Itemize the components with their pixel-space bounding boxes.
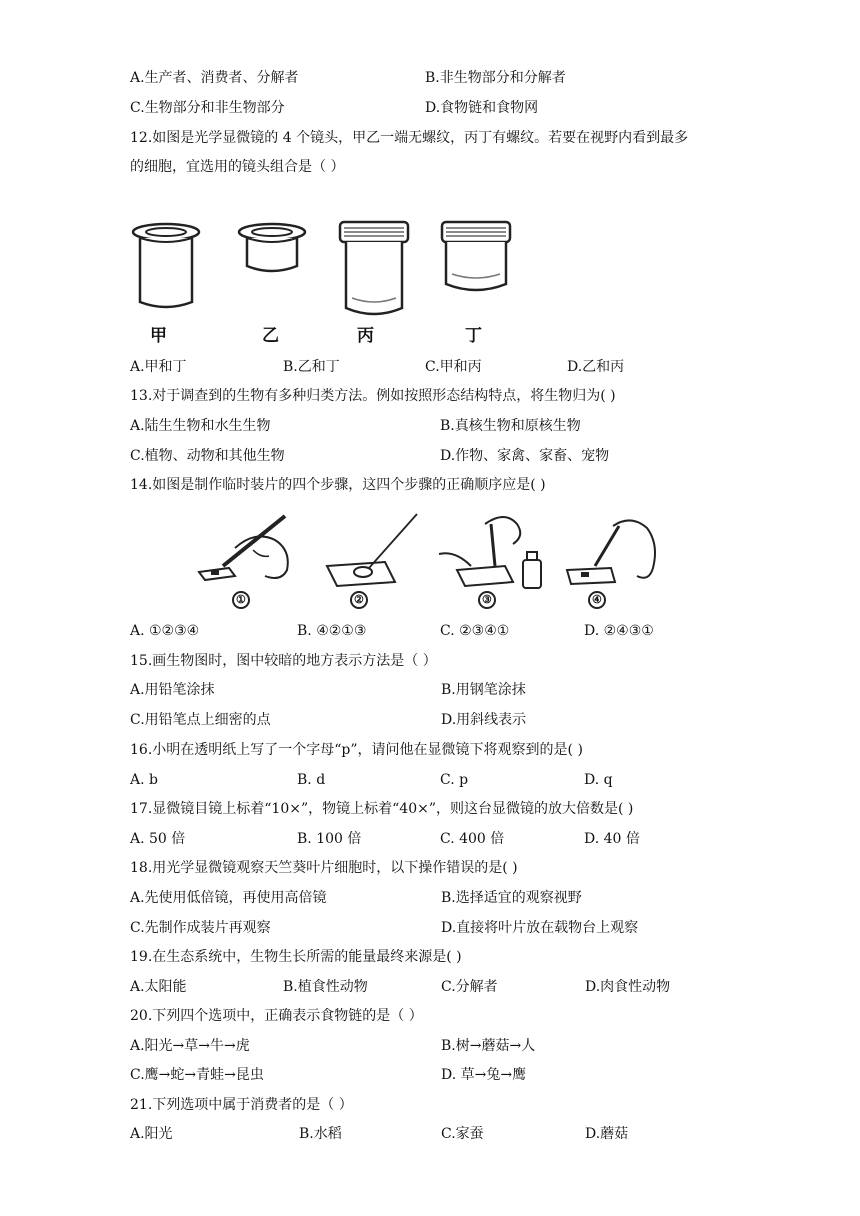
q11-option-d: D.食物链和食物网 [425,100,539,116]
slide-preparation-steps-figure [195,510,675,610]
q12-option-c: C.甲和丙 [425,359,482,375]
q12-option-d: D.乙和丙 [567,359,625,375]
q19-option-a: A.太阳能 [130,979,187,995]
q19-option-d: D.肉食性动物 [585,979,671,995]
step-label-1: ① [236,593,246,606]
q17-option-c: C. 400 倍 [440,831,505,847]
q19-option-b: B.植食性动物 [283,979,368,995]
q14-stem: 14.如图是制作临时装片的四个步骤，这四个步骤的正确顺序应是( ) [130,477,546,493]
lens-ding-icon [442,222,510,290]
q21-option-b: B.水稻 [299,1126,342,1142]
q18-stem: 18.用光学显微镜观察天竺葵叶片细胞时，以下操作错误的是( ) [130,860,518,876]
q13-option-a: A.陆生生物和水生生物 [130,418,271,434]
q12-option-b: B.乙和丁 [283,359,340,375]
lens-yi-icon [239,224,305,271]
q13-stem: 13.对于调查到的生物有多种归类方法。例如按照形态结构特点，将生物归为( ) [130,388,616,404]
q17-option-b: B. 100 倍 [297,831,362,847]
q16-stem: 16.小明在透明纸上写了一个字母“p”，请问他在显微镜下将观察到的是( ) [130,742,583,758]
q14-option-b: B. ④②①③ [297,623,367,639]
step1-dropper-icon [199,516,288,580]
q11-option-b: B.非生物部分和分解者 [425,70,566,86]
lens-label-jia: 甲 [150,326,167,346]
step-label-2: ② [354,593,364,606]
q19-stem: 19.在生态系统中，生物生长所需的能量最终来源是( ) [130,949,462,965]
q12-option-a: A.甲和丁 [130,359,187,375]
step2-needle-icon [327,514,417,586]
q16-option-b: B. d [297,772,326,788]
q20-option-d: D. 草→兔→鹰 [441,1067,527,1083]
step-label-3: ③ [482,593,492,606]
q13-option-b: B.真核生物和原核生物 [440,418,581,434]
lens-label-ding: 丁 [465,326,482,346]
q20-option-a: A.阳光→草→牛→虎 [130,1038,250,1054]
q18-option-c: C.先制作成装片再观察 [130,920,271,936]
q20-option-b: B.树→蘑菇→人 [441,1038,536,1054]
q15-option-d: D.用斜线表示 [441,712,527,728]
q15-option-b: B.用钢笔涂抹 [441,682,526,698]
q11-option-a: A.生产者、消费者、分解者 [130,70,299,86]
step3-coverslip-bottle-icon [439,517,541,588]
q11-option-c: C.生物部分和非生物部分 [130,100,285,116]
q12-stem-line2: 的细胞，宜选用的镜头组合是（ ） [130,159,345,175]
q21-option-c: C.家蚕 [441,1126,484,1142]
q16-option-c: C. p [440,772,469,788]
q14-option-c: C. ②③④① [440,623,510,639]
q18-option-b: B.选择适宜的观察视野 [441,890,582,906]
q17-option-a: A. 50 倍 [130,831,186,847]
q14-option-a: A. ①②③④ [130,623,200,639]
q16-option-a: A. b [130,772,158,788]
step4-dropper-icon [567,520,655,584]
q17-stem: 17.显微镜目镜上标着“10×”，物镜上标着“40×”，则这台显微镜的放大倍数是( ) [130,801,634,817]
lens-bing-icon [340,222,408,314]
q21-option-d: D.蘑菇 [585,1126,629,1142]
q21-option-a: A.阳光 [130,1126,173,1142]
q13-option-c: C.植物、动物和其他生物 [130,448,285,464]
q13-option-d: D.作物、家禽、家畜、宠物 [440,448,610,464]
step-label-4: ④ [592,593,602,606]
q18-option-d: D.直接将叶片放在载物台上观察 [441,920,639,936]
q14-option-d: D. ②④③① [584,623,654,639]
q17-option-d: D. 40 倍 [584,831,640,847]
q12-stem-line1: 12.如图是光学显微镜的 4 个镜头，甲乙一端无螺纹，丙丁有螺纹。若要在视野内看到最多 [130,130,689,146]
q15-option-a: A.用铅笔涂抹 [130,682,215,698]
lens-label-bing: 丙 [357,326,374,346]
q20-option-c: C.鹰→蛇→青蛙→昆虫 [130,1067,264,1083]
q15-stem: 15.画生物图时，图中较暗的地方表示方法是（ ） [130,653,437,669]
q16-option-d: D. q [584,772,613,788]
q19-option-c: C.分解者 [441,979,498,995]
q21-stem: 21.下列选项中属于消费者的是（ ） [130,1097,353,1113]
q15-option-c: C.用铅笔点上细密的点 [130,712,271,728]
lens-label-yi: 乙 [262,326,279,346]
q20-stem: 20.下列四个选项中，正确表示食物链的是（ ） [130,1008,423,1024]
lens-jia-icon [133,224,199,307]
q18-option-a: A.先使用低倍镜，再使用高倍镜 [130,890,327,906]
